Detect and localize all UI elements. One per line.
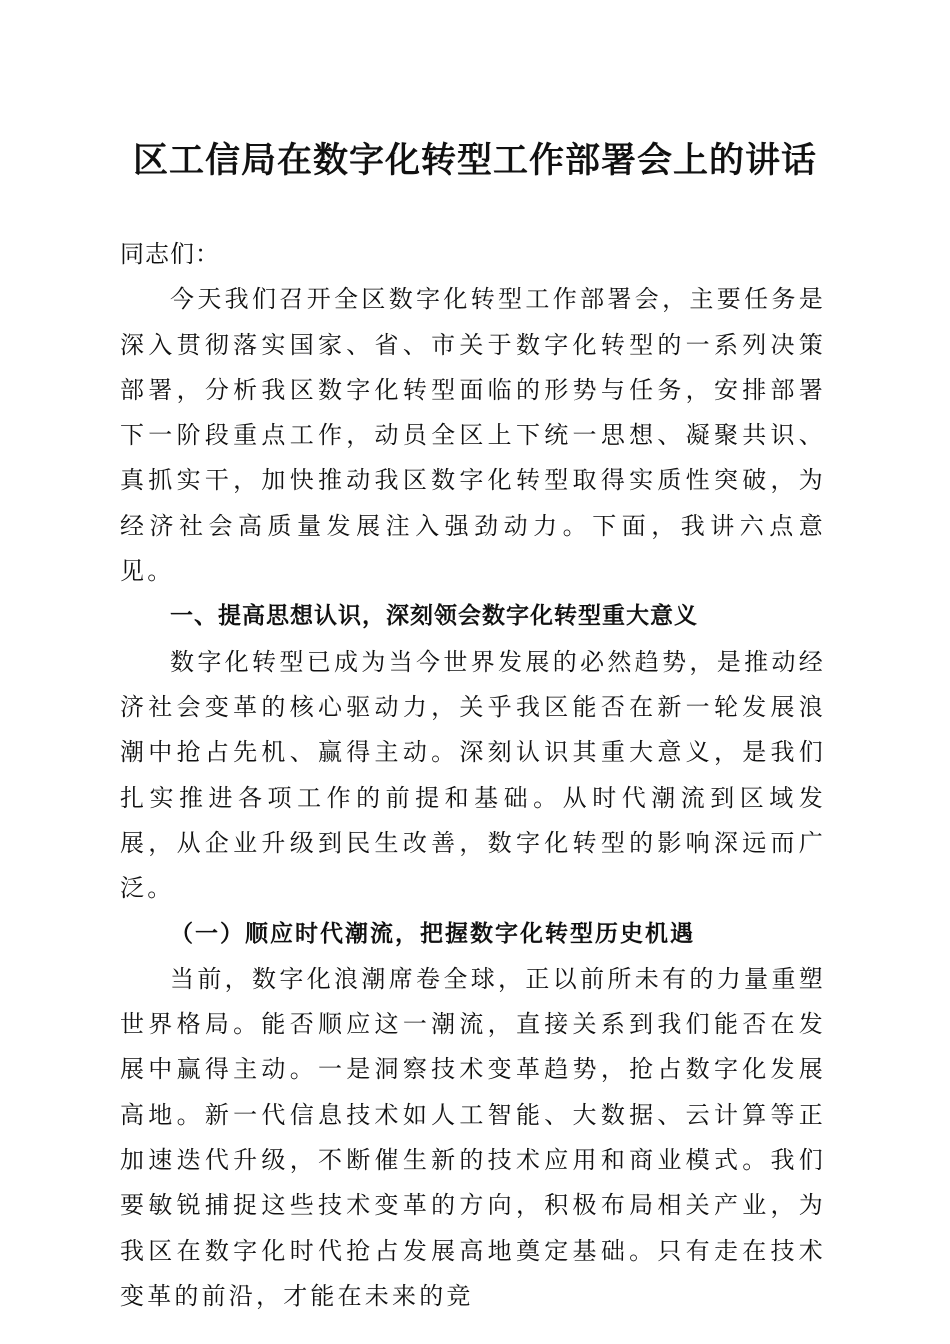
subsection-heading-1-1: （一）顺应时代潮流，把握数字化转型历史机遇: [170, 920, 695, 948]
salutation: 同志们：: [120, 240, 220, 268]
intro-paragraph: 今天我们召开全区数字化转型工作部署会，主要任务是深入贯彻落实国家、省、市关于数字化转型的一系列决策部署，分析我区数字化转型面临的形势与任务，安排部署下一阶段重点工作，动员全区上下统一思想、凝聚共识、真抓实干，加快推动我区数字化转型取得实质性突破，为经济社会高质量发展注入强劲动力。下面，我讲六点意见。: [120, 285, 826, 586]
subsection-1-1-paragraph: 当前，数字化浪潮席卷全球，正以前所未有的力量重塑世界格局。能否顺应这一潮流，直接关系到我们能否在发展中赢得主动。一是洞察技术变革趋势，抢占数字化发展高地。新一代信息技术如人工智能、大数据、云计算等正加速迭代升级，不断催生新的技术应用和商业模式。我们要敏锐捕捉这些技术变革的方向，积极布局相关产业，为我区在数字化时代抢占发展高地奠定基础。只有走在技术变革的前沿，才能在未来的竞: [120, 964, 826, 1310]
section-heading-1: 一、提高思想认识，深刻领会数字化转型重大意义: [170, 603, 698, 630]
document-body: [120, 232, 826, 1319]
document-title: 区工信局在数字化转型工作部署会上的讲话: [132, 140, 817, 181]
section-1-paragraph: 数字化转型已成为当今世界发展的必然趋势，是推动经济社会变革的核心驱动力，关乎我区能否在新一轮发展浪潮中抢占先机、赢得主动。深刻认识其重大意义，是我们扎实推进各项工作的前提和基础。从时代潮流到区域发展，从企业升级到民生改善，数字化转型的影响深远而广泛。: [120, 647, 826, 903]
